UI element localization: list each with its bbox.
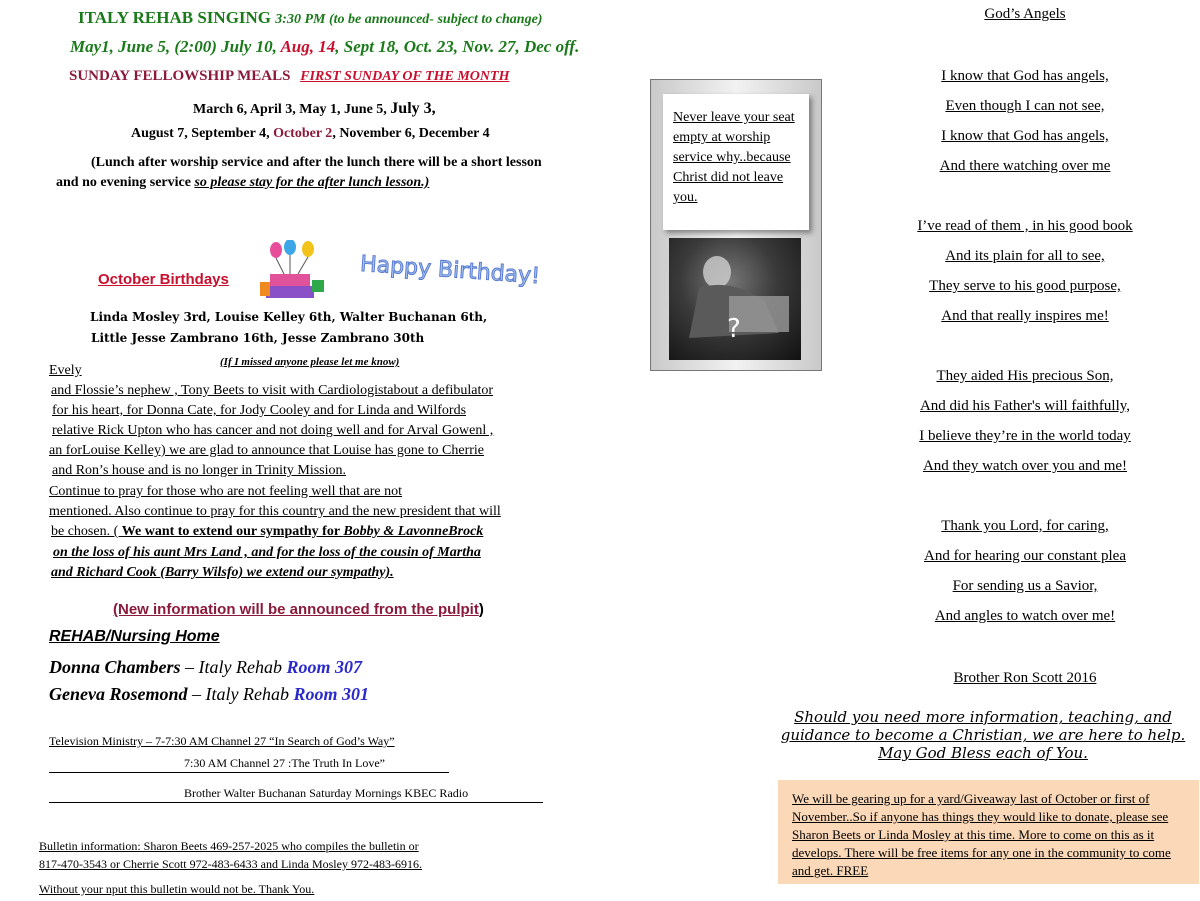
tv-ministry-line-1: Television Ministry – 7-7:30 AM Channel 27 “In Search of God’s Way” xyxy=(49,734,395,748)
rehab-patient-1: Donna Chambers – Italy Rehab Room 307 xyxy=(49,657,363,677)
bulletin-line-3: Without your nput this bulletin would not be. Thank You. xyxy=(39,882,315,896)
worship-callout xyxy=(650,79,822,371)
rehab-patient-2: Geneva Rosemond – Italy Rehab Room 301 xyxy=(49,684,369,704)
prayer-line: and Flossie’s nephew , Tony Beets to visit with Cardiologistabout a defibulator xyxy=(51,383,494,398)
prayer-line: Continue to pray for those who are not feeling well that are not xyxy=(49,484,403,499)
birthday-cake-icon xyxy=(258,240,328,302)
poem-line: And did his Father's will faithfully, xyxy=(919,398,1131,414)
poem-line: And there watching over me xyxy=(939,158,1111,174)
poem-line: And its plain for all to see, xyxy=(945,248,1105,264)
praying-man-photo xyxy=(669,238,801,360)
prayer-line: an forLouise Kelley) we are glad to announce that Louise has gone to Cherrie xyxy=(49,443,485,458)
poem-author: Brother Ron Scott 2016 xyxy=(953,670,1097,686)
poem-line: I know that God has angels, xyxy=(941,128,1109,144)
poem-line: And for hearing our constant plea xyxy=(923,548,1127,564)
poem-title: God’s Angels xyxy=(984,6,1066,22)
rehab-heading: REHAB/Nursing Home xyxy=(49,628,220,645)
rehab-singing-dates: May1, June 5, (2:00) July 10, Aug, 14, Sept 18, Oct. 23, Nov. 27, Dec off. xyxy=(70,37,580,56)
prayer-line: and Ron’s house and is no longer in Trinity Mission. xyxy=(52,463,347,478)
giveaway-notice xyxy=(778,780,1199,884)
tv-ministry-line-2: 7:30 AM Channel 27 :The Truth In Love” xyxy=(49,758,449,773)
bulletin-line-1: Bulletin information: Sharon Beets 469-257-2025 who compiles the bulletin or xyxy=(39,839,419,853)
prayer-line: be chosen. ( We want to extend our sympathy for Bobby & LavonneBrock xyxy=(51,524,484,539)
poem-line: They aided His precious Son, xyxy=(936,368,1114,384)
prayer-line: Evely xyxy=(49,363,82,378)
photo-question-mark: ? xyxy=(727,314,741,344)
birthday-missed-note: (If I missed anyone please let me know) xyxy=(220,356,400,368)
bulletin-line-2: 817-470-3543 or Cherrie Scott 972-483-6433 and Linda Mosley 972-483-6916. xyxy=(39,857,422,871)
poem-line: I know that God has angels, xyxy=(941,68,1109,84)
more-info-line-3: May God Bless each of You. xyxy=(878,744,1088,762)
fellowship-heading: SUNDAY FELLOWSHIP MEALS FIRST SUNDAY OF THE MONTH xyxy=(69,68,510,84)
prayer-line: relative Rick Upton who has cancer and not doing well and for Arval Gowenl , xyxy=(52,423,494,438)
callout-text: Never leave your seat empty at worship service why..because Christ did not leave you. xyxy=(673,110,795,205)
prayer-line: mentioned. Also continue to pray for this country and the new president that will xyxy=(49,504,501,519)
happy-birthday-wordart: Happy Birthday! xyxy=(359,251,541,290)
new-info-notice: (New information will be announced from the pulpit) xyxy=(113,601,484,618)
fellowship-dates-1: March 6, April 3, May 1, June 5, July 3, xyxy=(193,100,436,117)
poem-line: And angles to watch over me! xyxy=(934,608,1116,624)
poem-line: I believe they’re in the world today xyxy=(919,428,1131,444)
poem-line: I’ve read of them , in his good book xyxy=(917,218,1133,234)
poem-line: They serve to his good purpose, xyxy=(929,278,1121,294)
giveaway-text: We will be gearing up for a yard/Giveaway last of October or first of November..So if anyone has things they would like to donate, please see Sharon Beets or Linda Mosley at this time. More to come on this as it develops. There will be free items for any one in the community to come and get. FREE xyxy=(792,791,1171,878)
poem-line: Even though I can not see, xyxy=(945,98,1105,114)
rehab-singing-heading: ITALY REHAB SINGING 3:30 PM (to be announced- subject to change) xyxy=(78,8,543,27)
lunch-note-1: (Lunch after worship service and after the lunch there will be a short lesson xyxy=(91,155,542,170)
poem-line: Thank you Lord, for caring, xyxy=(941,518,1109,534)
fellowship-dates-2: August 7, September 4, October 2, November 6, December 4 xyxy=(131,126,490,141)
more-info-line-2: guidance to become a Christian, we are here to help. xyxy=(780,726,1186,744)
poem-line: And they watch over you and me! xyxy=(922,458,1128,474)
tv-ministry-line-3: Brother Walter Buchanan Saturday Mornings KBEC Radio xyxy=(49,788,543,803)
birthdays-title: October Birthdays xyxy=(98,271,229,288)
birthday-names-2: Little Jesse Zambrano 16th, Jesse Zambrano 30th xyxy=(91,331,425,345)
poem-line: For sending us a Savior, xyxy=(952,578,1098,594)
more-info-line-1: Should you need more information, teaching, and xyxy=(794,708,1172,726)
lunch-note-2: and no evening service so please stay for the after lunch lesson.) xyxy=(56,175,430,190)
poem-line: And that really inspires me! xyxy=(941,308,1109,324)
callout-note xyxy=(663,94,809,230)
prayer-line: and Richard Cook (Barry Wilsfo) we extend our sympathy). xyxy=(51,565,394,580)
prayer-line: for his heart, for Donna Cate, for Jody Cooley and for Linda and Wilfords xyxy=(52,403,467,418)
birthday-names-1: Linda Mosley 3rd, Louise Kelley 6th, Walter Buchanan 6th, xyxy=(90,310,488,324)
prayer-line: on the loss of his aunt Mrs Land , and for the loss of the cousin of Martha xyxy=(53,545,481,560)
